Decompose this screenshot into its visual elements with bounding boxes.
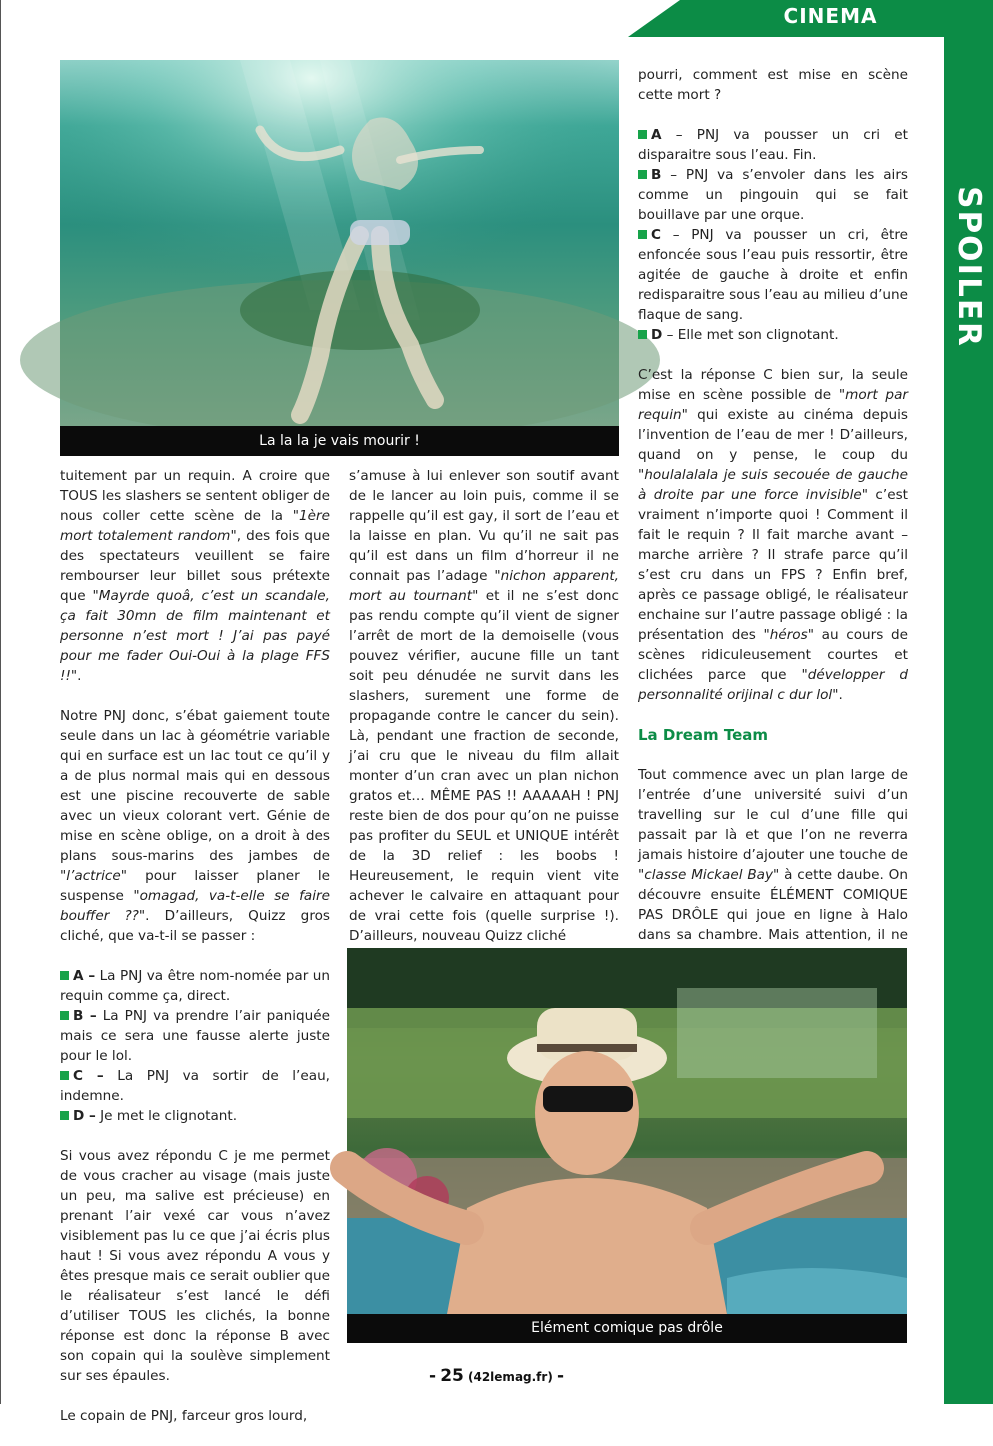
paragraph: Si vous avez répondu C je me permet de vous cracher au visage (mais juste un peu, ma salive est précieuse) en prenant l’air vexé car vous n’avez visiblement pas lu ce que j’ai écris plus haut ! Si vous avez répondu A vous y êtes presque mais ce serait oublier que le réalisateur s’est lancé le défi d’utiliser TOUS les clichés, la bonne réponse est donc la réponse B avec son copain qui la soulève simplement sur ses épaules. — [60, 1148, 330, 1384]
bullet-square-icon — [60, 1071, 69, 1080]
pool-illustration — [347, 948, 907, 1314]
paragraph: tuitement par un requin. A croire que TOUS les slashers se sentent obliger de nous coller cette scène de la "1ère mort totalement random", des fois que des spectateurs veuillent se faire rembourser leur billet sous prétexte que "Mayrde quoâ, c’est un scandale, ça fait 30mn de film maintenant et personne n’est mort ! J’ai pas payé pour me fader Oui-Oui à la plage FFS !!". — [60, 468, 330, 684]
pool-caption: Elément comique pas drôle — [347, 1314, 907, 1343]
bullet-square-icon — [60, 971, 69, 980]
article-column-1 — [60, 466, 330, 1446]
underwater-photo — [60, 60, 619, 426]
bullet-square-icon — [638, 330, 647, 339]
paragraph: pourri, comment est mise en scène cette mort ? — [638, 67, 908, 103]
quiz-options-1 — [60, 966, 330, 1126]
bullet-square-icon — [60, 1011, 69, 1020]
quiz-option: A – PNJ va pousser un cri et disparaitre sous l’eau. Fin. — [638, 127, 908, 163]
bullet-square-icon — [638, 170, 647, 179]
quiz-option: C – La PNJ va sortir de l’eau, indemne. — [60, 1068, 331, 1104]
page-number: 25 — [440, 1366, 464, 1386]
paragraph: Notre PNJ donc, s’ébat gaiement toute seule dans un lac à géométrie variable qui en surface est un lac tout ce qu’il y a de plus normal mais qui en dessous est une piscine recouverte de sable avec un vieux colorant vert. Génie de mise en scène oblige, on a droit à des plans sous-marins des jambes de "l’actrice" pour laisser planer le suspense "omagad, va-t-elle se faire bouffer ??". D’ailleurs, Quizz gros cliché, que va-t-il se passer : — [60, 708, 331, 944]
quiz-option: D – Elle met son clignotant. — [638, 325, 908, 345]
page-edge-rule — [0, 0, 1, 1404]
side-label — [944, 182, 993, 352]
quiz-option: A – La PNJ va être nom-nomée par un requin comme ça, direct. — [60, 968, 330, 1004]
paragraph: s’amuse à lui enlever son soutif avant de le lancer au loin puis, comme il se rappelle qu’il est gay, il sort de l’eau et la laisse en plan. Vu qu’il ne sait pas qu’il est dans un film d’horreur il ne connait pas l’adage "nichon apparent, mort au tournant" et il ne s’est donc pas rendu compte qu’il vient de signer l’arrêt de mort de la demoiselle (vous pouvez vérifier, aucune fille un tant soit peu dénudée ne survit dans les slashers, surement une forme de propagande contre le cancer du sein). Là, pendant une fraction de seconde, j’ai cru que le niveau du film allait monter d’un cran avec un plan nichon gratos et… MÊME PAS !! AAAAAH ! PNJ reste bien de dos pour qu’on ne puisse pas profiter du SEUL et UNIQUE intérêt de la 3D relief : les boobs ! Heureusement, le requin vient vite achever le calvaire en attaquant pour de vrai cette fois (quelle surprise !). D’ailleurs, nouveau Quizz cliché — [349, 468, 619, 944]
footer-dash: - — [428, 1366, 437, 1386]
paragraph: C’est la réponse C bien sur, la seule mise en scène possible de "mort par requin" qui existe au cinéma depuis l’invention de l’eau de mer ! D’ailleurs, quand on y pense, le coup du "houlalalala je suis secouée de gauche à droite par une force invisible" c’est vraiment n’importe quoi ! Comment il fait le requin ? Il fait marche avant – marche arrière ? Il strafe parce qu’il s’est cru dans un FPS ? Enfin bref, après ce passage obligé, le réalisateur enchaine sur l’autre passage obligé : la présentation des "héros" au cours de scènes ridiculeusement courtes et clichées parce que "développer d personnalité orijinal c dur lol". — [638, 367, 909, 703]
footer-dash: - — [556, 1366, 565, 1386]
underwater-caption: La la la je vais mourir ! — [60, 426, 619, 456]
bullet-square-icon — [638, 230, 647, 239]
section-title: CINEMA — [783, 4, 878, 28]
underwater-illustration — [60, 60, 619, 426]
page-footer — [0, 1366, 993, 1386]
article-column-2 — [349, 466, 619, 966]
bullet-square-icon — [638, 130, 647, 139]
spoiler-label: SPOILER — [950, 186, 987, 348]
paragraph: Le copain de PNJ, farceur gros lourd, — [60, 1408, 308, 1424]
quiz-option: B – PNJ va s’envoler dans les airs comme un pingouin qui se fait bouillave par une orque. — [638, 167, 908, 223]
section-header-tab — [628, 0, 993, 37]
section-heading: La Dream Team — [638, 726, 769, 744]
site-name: (42lemag.fr) — [468, 1370, 553, 1384]
article-column-3 — [638, 65, 908, 985]
quiz-option: B – La PNJ va prendre l’air paniquée mais ce sera une fausse alerte juste pour le lol. — [60, 1008, 330, 1064]
pool-photo — [347, 948, 907, 1314]
bullet-square-icon — [60, 1111, 69, 1120]
quiz-options-2 — [638, 125, 908, 345]
quiz-option: C – PNJ va pousser un cri, être enfoncée sous l’eau puis ressortir, être agitée de gauche à droite et enfin redisparaitre sous l’eau au milieu d’une flaque de sang. — [638, 227, 908, 323]
paragraph: Tout commence avec un plan large de l’entrée d’une université suivi d’un travelling sur le cul d’une fille qui passait par là et que l’on ne reverra jamais histoire d’ajouter une touche de "classe Mickael Bay" à cette daube. On découvre ensuite ÉLÉMENT COMIQUE PAS DRÔLE qui joue en ligne à Halo dans sa chambre. Mais attention, il ne — [638, 767, 908, 943]
quiz-option: D – Je met le clignotant. — [60, 1106, 330, 1126]
